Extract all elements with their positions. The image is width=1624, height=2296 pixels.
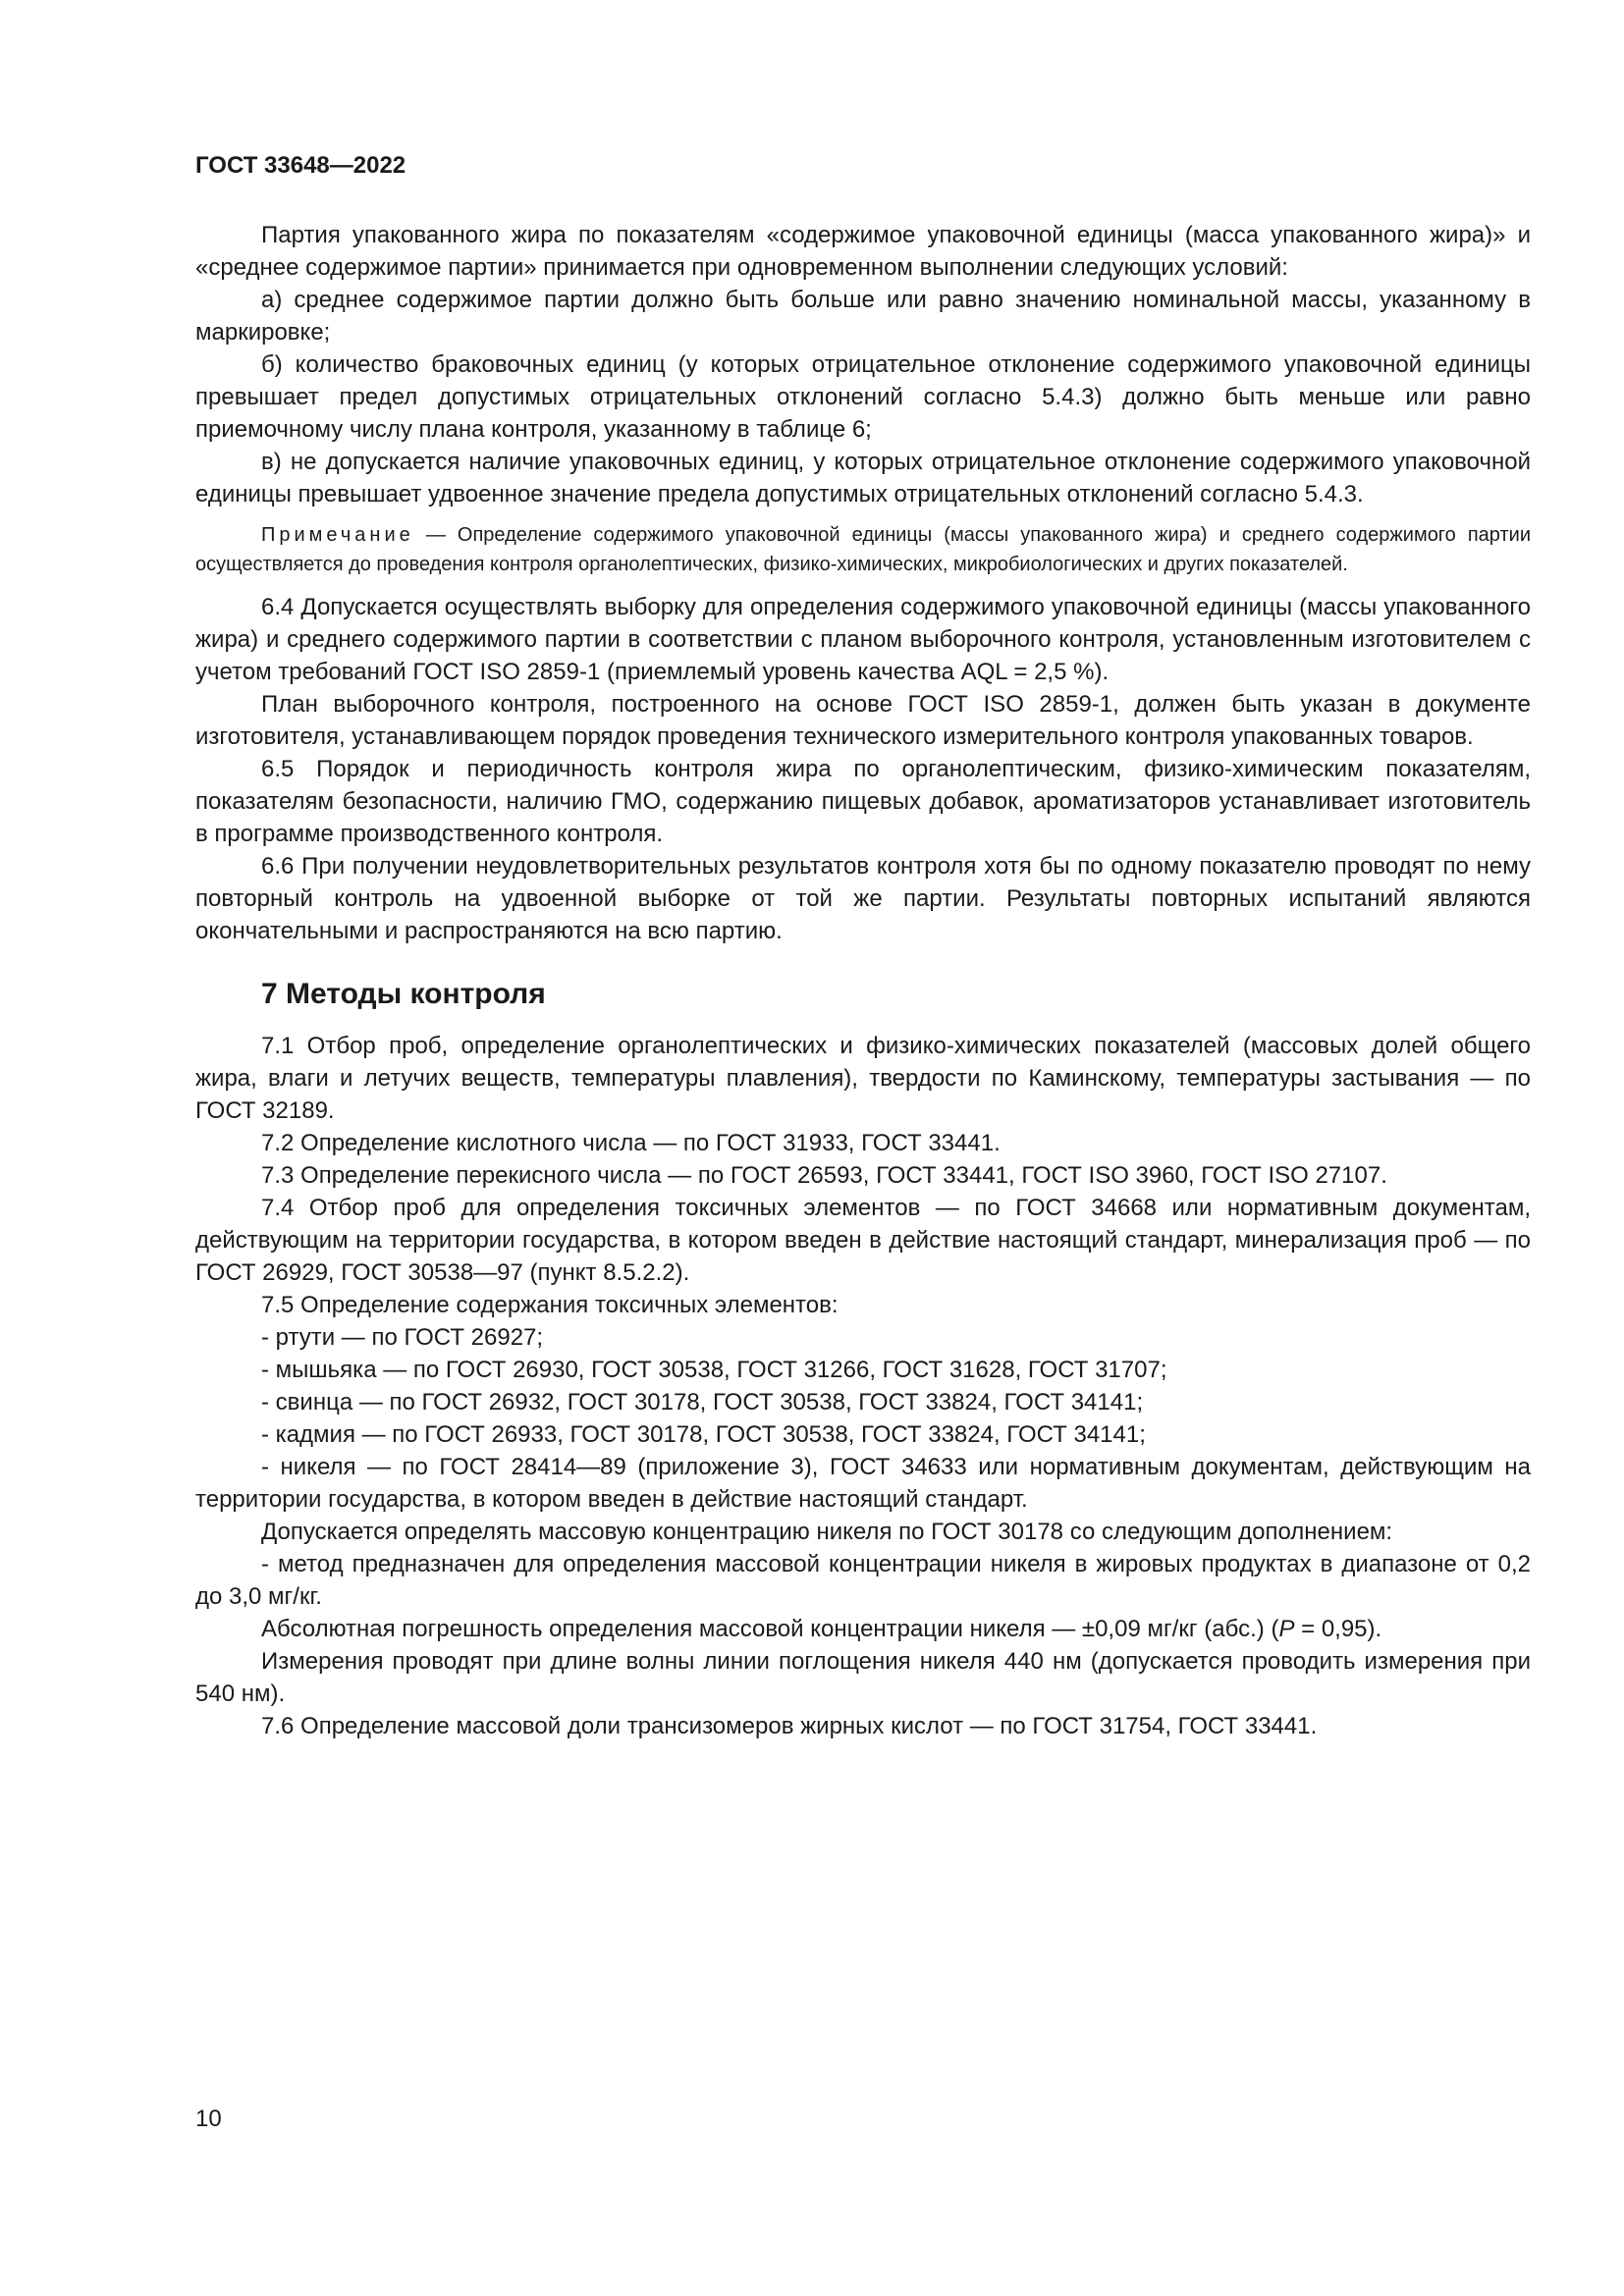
clause-7-5: 7.5 Определение содержания токсичных элементов:: [261, 1292, 839, 1318]
section-heading: 7 Методы контроля: [261, 978, 546, 1010]
list-item: а) среднее содержимое партии должно быть больше или равно значению номинальной массы, указанному в маркировке;: [195, 287, 1531, 346]
probability-symbol: P: [1278, 1616, 1295, 1642]
document-header: ГОСТ 33648—2022: [195, 152, 406, 179]
paragraph: Допускается определять массовую концентрацию никеля по ГОСТ 30178 со следующим дополнением:: [261, 1519, 1393, 1545]
accuracy-text: Абсолютная погрешность определения массовой концентрации никеля — ±0,09 мг/кг (абс.) (: [261, 1616, 1279, 1642]
clause-6-5: 6.5 Порядок и периодичность контроля жира по органолептическим, физико-химическим показателям, показателям безопасности, наличию ГМО, содержанию пищевых добавок, ароматизаторов устанавливает изготовитель в программе производственного контроля.: [195, 756, 1531, 847]
clause-7-1: 7.1 Отбор проб, определение органолептических и физико-химических показателей (массовых долей общего жира, влаги и летучих веществ, температуры плавления), твердости по Каминскому, температуры застывания — по ГОСТ 32189.: [195, 1033, 1531, 1124]
accuracy-paragraph: [195, 1613, 1531, 1645]
page-number: 10: [195, 2106, 222, 2132]
clause-7-4: 7.4 Отбор проб для определения токсичных элементов — по ГОСТ 34668 или нормативным документам, действующим на территории государства, в котором введен в действие настоящий стандарт, минерализация проб — по ГОСТ 26929, ГОСТ 30538—97 (пункт 8.5.2.2).: [195, 1195, 1531, 1286]
clause-7-2: 7.2 Определение кислотного числа — по ГОСТ 31933, ГОСТ 33441.: [261, 1130, 1001, 1156]
page-content: [195, 151, 1531, 1742]
clause-6-4: 6.4 Допускается осуществлять выборку для определения содержимого упаковочной единицы (массы упакованного жира) и среднего содержимого партии в соответствии с планом выборочного контроля, установленным изготовителем с учетом требований ГОСТ ISO 2859-1 (приемлемый уровень качества AQL = 2,5 %).: [195, 594, 1531, 685]
list-item: б) количество браковочных единиц (у которых отрицательное отклонение содержимого упаковочной единицы превышает предел допустимых отрицательных отклонений согласно 5.4.3) должно быть меньше или равно приемочному числу плана контроля, указанному в таблице 6;: [195, 351, 1531, 443]
note-label: Примечание: [261, 524, 414, 546]
list-item: - ртути — по ГОСТ 26927;: [261, 1324, 544, 1351]
note-text: — Определение содержимого упаковочной единицы (массы упакованного жира) и среднего содержимого партии осуществляется до проведения контроля органолептических, физико-химических, микробиологических и других показателей.: [195, 524, 1531, 575]
list-item: - кадмия — по ГОСТ 26933, ГОСТ 30178, ГОСТ 30538, ГОСТ 33824, ГОСТ 34141;: [261, 1421, 1146, 1448]
clause-7-6: 7.6 Определение массовой доли трансизомеров жирных кислот — по ГОСТ 31754, ГОСТ 33441.: [261, 1713, 1318, 1739]
paragraph: Измерения проводят при длине волны линии поглощения никеля 440 нм (допускается проводить измерения при 540 нм).: [195, 1648, 1531, 1707]
list-item: - никеля — по ГОСТ 28414—89 (приложение 3), ГОСТ 34633 или нормативным документам, действующим на территории государства, в котором введен в действие настоящий стандарт.: [195, 1454, 1531, 1513]
paragraph: План выборочного контроля, построенного на основе ГОСТ ISO 2859-1, должен быть указан в документе изготовителя, устанавливающем порядок проведения технического измерительного контроля упакованных товаров.: [195, 691, 1531, 750]
accuracy-tail: = 0,95).: [1294, 1616, 1382, 1642]
clause-6-6: 6.6 При получении неудовлетворительных результатов контроля хотя бы по одному показателю проводят по нему повторный контроль на удвоенной выборке от той же партии. Результаты повторных испытаний являются окончательными и распространяются на всю партию.: [195, 853, 1531, 944]
list-item: в) не допускается наличие упаковочных единиц, у которых отрицательное отклонение содержимого упаковочной единицы превышает удвоенное значение предела допустимых отрицательных отклонений согласно 5.4.3.: [195, 449, 1531, 507]
list-item: - метод предназначен для определения массовой концентрации никеля в жировых продуктах в диапазоне от 0,2 до 3,0 мг/кг.: [195, 1551, 1531, 1610]
paragraph: Партия упакованного жира по показателям «содержимое упаковочной единицы (масса упакованного жира)» и «среднее содержимое партии» принимается при одновременном выполнении следующих условий:: [195, 222, 1531, 281]
list-item: - мышьяка — по ГОСТ 26930, ГОСТ 30538, ГОСТ 31266, ГОСТ 31628, ГОСТ 31707;: [261, 1357, 1167, 1383]
list-item: - свинца — по ГОСТ 26932, ГОСТ 30178, ГОСТ 30538, ГОСТ 33824, ГОСТ 34141;: [261, 1389, 1144, 1415]
note: [195, 520, 1531, 579]
clause-7-3: 7.3 Определение перекисного числа — по ГОСТ 26593, ГОСТ 33441, ГОСТ ISO 3960, ГОСТ ISO 27107.: [261, 1162, 1387, 1189]
